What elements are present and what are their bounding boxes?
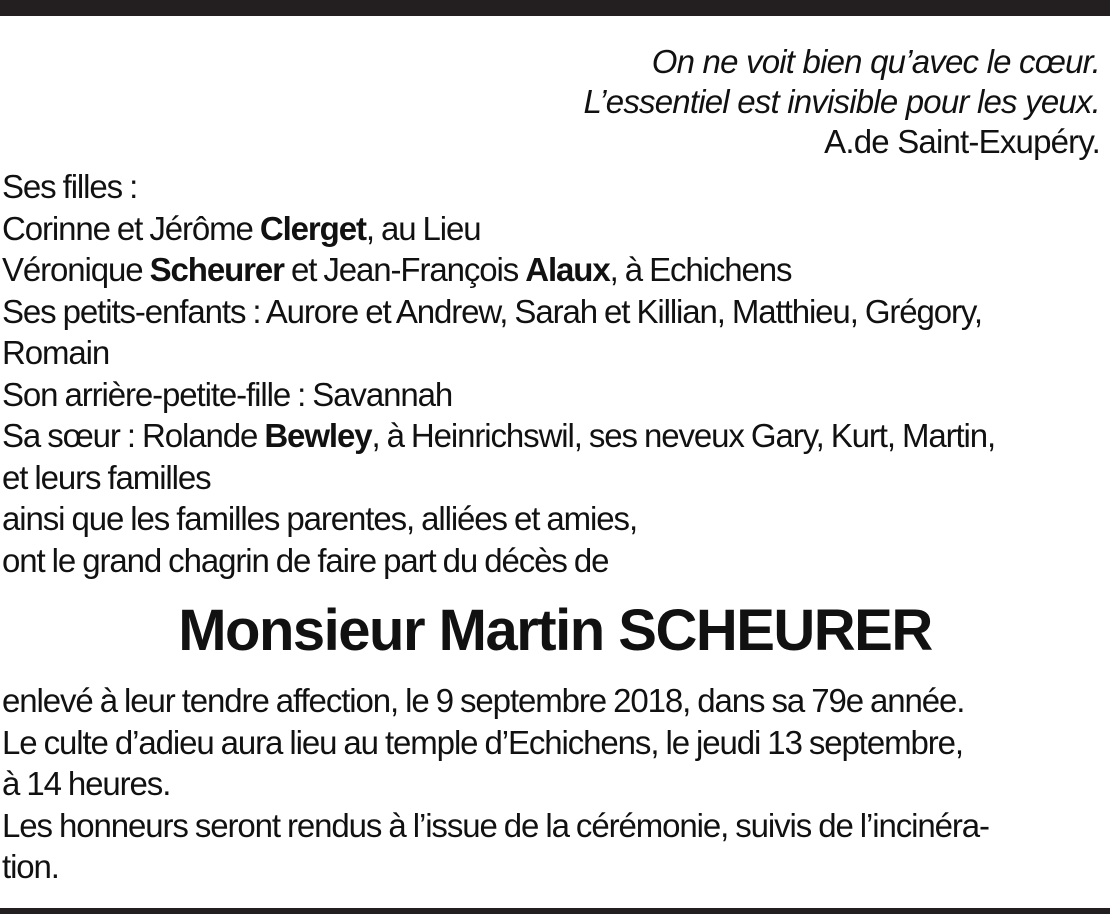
closing-line-1: enlevé à leur tendre affection, le 9 septembre 2018, dans sa 79e année. [2,682,965,719]
bottom-border-rule [0,908,1110,914]
daughter-line-2 [2,249,1102,291]
daughter-1-prefix: Corinne et Jérôme [2,209,260,247]
quote-line-2: L’essentiel est invisible pour les yeux. [583,83,1100,120]
sister-surname: Bewley [264,417,372,454]
grandchildren-line-1: Ses petits-enfants : Aurore et Andrew, Sarah et Killian, Matthieu, Grégory, [2,292,982,330]
daughters-heading: Ses filles : [2,168,138,205]
grandchildren-line-2: Romain [2,334,110,371]
top-border-rule [0,0,1110,16]
epigraph-quote [584,42,1100,162]
closing-line-2: Le culte d’adieu aura lieu au temple d’Echichens, le jeudi 13 septembre, [2,723,963,761]
sister-prefix: Sa sœur : Rolande [2,417,265,454]
family-list [2,166,1102,581]
daughter-line-1 [2,208,1102,250]
daughter-2-place: , à Echichens [609,251,792,288]
quote-line-1: On ne voit bien qu’avec le cœur. [651,43,1100,80]
daughter-1-surname: Clerget [259,209,366,247]
closing-line-3: à 14 heures. [2,765,171,802]
quote-author: A.de Saint-Exupéry. [824,123,1100,160]
sister-line-2: et leurs familles [2,458,211,496]
closing-line-5: tion. [2,848,59,885]
deceased-name: Monsieur Martin SCHEURER [178,598,932,663]
other-families-line: ainsi que les familles parentes, alliées et amies, [2,500,638,537]
closing-text [2,680,1102,888]
daughter-1-place: , au Lieu [365,209,481,247]
daughter-2-surname: Scheurer [149,251,284,288]
daughter-2-partner-surname: Alaux [525,251,610,288]
closing-line-4: Les honneurs seront rendus à l’issue de la cérémonie, suivis de l’incinéra- [2,806,989,844]
announcement-line: ont le grand chagrin de faire part du décès de [2,541,609,579]
sister-line-1 [2,415,1102,457]
great-grandchild-line: Son arrière-petite-fille : Savannah [2,375,453,413]
daughter-2-prefix: Véronique [2,251,150,288]
daughter-2-partner: et Jean-François [283,251,526,288]
sister-details: , à Heinrichswil, ses neveux Gary, Kurt, Martin, [371,417,996,454]
